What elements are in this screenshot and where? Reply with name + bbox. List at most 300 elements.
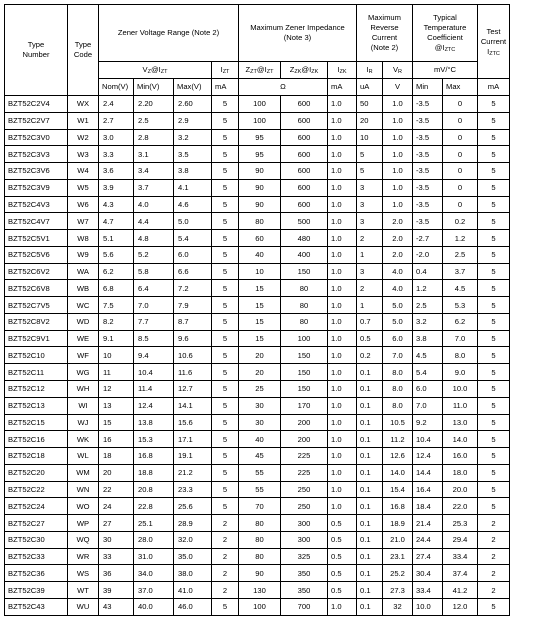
- cell-ir: 0.1: [357, 364, 383, 381]
- cell-izt: 5: [212, 196, 239, 213]
- header-vz-at-izt: $V_Z@I_{ZT}$: [99, 62, 212, 79]
- table-row: [5, 515, 510, 532]
- table-row: [5, 498, 510, 515]
- header-test-current: Test Current $I_{ZTC}$: [478, 5, 510, 79]
- cell-vz-min: 11.4: [134, 381, 174, 398]
- cell-vz-max: 23.3: [174, 481, 212, 498]
- cell-type-code: WP: [68, 515, 99, 532]
- cell-vz-min: 4.8: [134, 230, 174, 247]
- cell-type-code: WO: [68, 498, 99, 515]
- cell-test-current: 2: [478, 548, 510, 565]
- cell-izk: 1.0: [328, 246, 357, 263]
- cell-izt: 5: [212, 498, 239, 515]
- cell-type-code: WE: [68, 330, 99, 347]
- cell-ir: 0.2: [357, 347, 383, 364]
- cell-ir: 0.1: [357, 598, 383, 615]
- cell-vz-nom: 5.6: [99, 246, 134, 263]
- cell-tc-max: 25.3: [443, 515, 478, 532]
- cell-vz-nom: 7.5: [99, 297, 134, 314]
- cell-izk: 1.0: [328, 213, 357, 230]
- cell-vr: 18.9: [383, 515, 413, 532]
- cell-type-number: BZT52C6V8: [5, 280, 68, 297]
- cell-tc-min: 4.5: [413, 347, 443, 364]
- cell-zzk: 100: [281, 330, 328, 347]
- cell-vr: 10.5: [383, 414, 413, 431]
- cell-vz-nom: 3.0: [99, 129, 134, 146]
- cell-izt: 5: [212, 330, 239, 347]
- cell-zzk: 150: [281, 347, 328, 364]
- cell-type-code: W4: [68, 163, 99, 180]
- cell-izk: 1.0: [328, 146, 357, 163]
- cell-vr: 8.0: [383, 397, 413, 414]
- cell-tc-min: 5.4: [413, 364, 443, 381]
- cell-type-number: BZT52C16: [5, 431, 68, 448]
- cell-tc-max: 0: [443, 96, 478, 113]
- cell-vz-min: 15.3: [134, 431, 174, 448]
- zener-diode-spec-table: [4, 4, 510, 616]
- cell-tc-min: 18.4: [413, 498, 443, 515]
- unit-vr: V: [383, 79, 413, 96]
- cell-vr: 14.0: [383, 464, 413, 481]
- cell-zzk: 150: [281, 263, 328, 280]
- cell-vz-max: 6.0: [174, 246, 212, 263]
- cell-type-number: BZT52C7V5: [5, 297, 68, 314]
- cell-izt: 2: [212, 548, 239, 565]
- cell-ir: 0.1: [357, 397, 383, 414]
- cell-vz-max: 2.60: [174, 96, 212, 113]
- cell-zzk: 150: [281, 381, 328, 398]
- cell-zzt: 90: [239, 179, 281, 196]
- table-row: [5, 381, 510, 398]
- cell-vz-nom: 6.2: [99, 263, 134, 280]
- cell-vz-min: 3.7: [134, 179, 174, 196]
- table-row: [5, 448, 510, 465]
- cell-izk: 0.5: [328, 515, 357, 532]
- cell-ir: 3: [357, 263, 383, 280]
- cell-zzk: 400: [281, 246, 328, 263]
- cell-test-current: 5: [478, 163, 510, 180]
- cell-test-current: 5: [478, 464, 510, 481]
- cell-type-code: W2: [68, 129, 99, 146]
- unit-max-voltage: Max(V): [174, 79, 212, 96]
- cell-tc-max: 0: [443, 146, 478, 163]
- cell-ir: 0.1: [357, 515, 383, 532]
- cell-vz-max: 3.2: [174, 129, 212, 146]
- cell-zzt: 100: [239, 112, 281, 129]
- cell-izt: 5: [212, 414, 239, 431]
- cell-zzt: 15: [239, 330, 281, 347]
- cell-vz-max: 19.1: [174, 448, 212, 465]
- cell-tc-max: 41.2: [443, 582, 478, 599]
- header-zzk-at-izk: $Z_{ZK}@I_{ZK}$: [281, 62, 328, 79]
- cell-izk: 1.0: [328, 448, 357, 465]
- cell-vr: 32: [383, 598, 413, 615]
- cell-izt: 5: [212, 112, 239, 129]
- table-row: [5, 280, 510, 297]
- cell-tc-min: -3.5: [413, 213, 443, 230]
- cell-type-code: WS: [68, 565, 99, 582]
- cell-tc-max: 0: [443, 129, 478, 146]
- cell-type-code: WQ: [68, 531, 99, 548]
- cell-vz-max: 46.0: [174, 598, 212, 615]
- cell-type-code: WD: [68, 313, 99, 330]
- cell-ir: 0.1: [357, 448, 383, 465]
- cell-vz-max: 2.9: [174, 112, 212, 129]
- cell-zzk: 600: [281, 163, 328, 180]
- cell-type-number: BZT52C3V0: [5, 129, 68, 146]
- cell-zzk: 225: [281, 464, 328, 481]
- cell-izk: 1.0: [328, 481, 357, 498]
- cell-type-code: WL: [68, 448, 99, 465]
- cell-type-number: BZT52C22: [5, 481, 68, 498]
- cell-tc-min: 10.4: [413, 431, 443, 448]
- cell-vz-min: 37.0: [134, 582, 174, 599]
- cell-vr: 2.0: [383, 246, 413, 263]
- cell-vz-min: 18.8: [134, 464, 174, 481]
- cell-vr: 1.0: [383, 96, 413, 113]
- header-izt: $I_{ZT}$: [212, 62, 239, 79]
- cell-type-number: BZT52C30: [5, 531, 68, 548]
- unit-izk: mA: [328, 79, 357, 96]
- cell-izt: 5: [212, 230, 239, 247]
- cell-zzk: 300: [281, 531, 328, 548]
- cell-tc-min: 14.4: [413, 464, 443, 481]
- cell-tc-max: 2.5: [443, 246, 478, 263]
- cell-type-number: BZT52C6V2: [5, 263, 68, 280]
- cell-tc-max: 1.2: [443, 230, 478, 247]
- cell-tc-min: 2.5: [413, 297, 443, 314]
- cell-ir: 0.1: [357, 381, 383, 398]
- cell-tc-min: -3.5: [413, 179, 443, 196]
- cell-izt: 5: [212, 397, 239, 414]
- cell-type-number: BZT52C33: [5, 548, 68, 565]
- cell-type-code: W9: [68, 246, 99, 263]
- table-row: [5, 364, 510, 381]
- table-row: [5, 129, 510, 146]
- cell-type-code: WF: [68, 347, 99, 364]
- cell-tc-max: 0: [443, 179, 478, 196]
- cell-tc-min: 7.0: [413, 397, 443, 414]
- cell-izk: 1.0: [328, 96, 357, 113]
- cell-vz-nom: 24: [99, 498, 134, 515]
- cell-type-code: W8: [68, 230, 99, 247]
- cell-vr: 7.0: [383, 347, 413, 364]
- cell-tc-min: 0.4: [413, 263, 443, 280]
- cell-zzt: 55: [239, 464, 281, 481]
- cell-zzt: 20: [239, 347, 281, 364]
- cell-zzk: 250: [281, 498, 328, 515]
- cell-zzk: 600: [281, 129, 328, 146]
- cell-vz-min: 13.8: [134, 414, 174, 431]
- cell-zzt: 40: [239, 246, 281, 263]
- cell-izk: 1.0: [328, 381, 357, 398]
- cell-vz-max: 7.2: [174, 280, 212, 297]
- table-row: [5, 313, 510, 330]
- cell-type-code: WX: [68, 96, 99, 113]
- cell-test-current: 2: [478, 515, 510, 532]
- cell-type-number: BZT52C9V1: [5, 330, 68, 347]
- cell-vz-nom: 13: [99, 397, 134, 414]
- table-row: [5, 414, 510, 431]
- cell-tc-min: 30.4: [413, 565, 443, 582]
- cell-izk: 1.0: [328, 297, 357, 314]
- cell-vz-nom: 12: [99, 381, 134, 398]
- cell-vr: 4.0: [383, 263, 413, 280]
- cell-type-number: BZT52C3V6: [5, 163, 68, 180]
- cell-type-number: BZT52C39: [5, 582, 68, 599]
- cell-zzt: 15: [239, 297, 281, 314]
- cell-type-number: BZT52C36: [5, 565, 68, 582]
- cell-zzt: 80: [239, 531, 281, 548]
- cell-izt: 5: [212, 364, 239, 381]
- cell-type-number: BZT52C13: [5, 397, 68, 414]
- cell-vz-nom: 15: [99, 414, 134, 431]
- cell-zzt: 100: [239, 598, 281, 615]
- cell-tc-max: 4.5: [443, 280, 478, 297]
- cell-izk: 0.5: [328, 548, 357, 565]
- cell-test-current: 5: [478, 347, 510, 364]
- cell-ir: 0.5: [357, 330, 383, 347]
- cell-type-code: WI: [68, 397, 99, 414]
- cell-tc-max: 11.0: [443, 397, 478, 414]
- cell-zzt: 100: [239, 96, 281, 113]
- cell-vz-nom: 22: [99, 481, 134, 498]
- cell-ir: 0.1: [357, 414, 383, 431]
- cell-izk: 1.0: [328, 431, 357, 448]
- cell-zzk: 80: [281, 297, 328, 314]
- cell-zzt: 130: [239, 582, 281, 599]
- cell-type-code: WB: [68, 280, 99, 297]
- cell-tc-max: 5.3: [443, 297, 478, 314]
- cell-test-current: 5: [478, 246, 510, 263]
- cell-tc-max: 0: [443, 112, 478, 129]
- cell-type-code: W6: [68, 196, 99, 213]
- cell-vr: 2.0: [383, 213, 413, 230]
- cell-test-current: 5: [478, 129, 510, 146]
- cell-vz-max: 9.6: [174, 330, 212, 347]
- table-row: [5, 565, 510, 582]
- cell-vz-nom: 16: [99, 431, 134, 448]
- unit-test-current: mA: [478, 79, 510, 96]
- cell-vz-min: 34.0: [134, 565, 174, 582]
- cell-vz-max: 6.6: [174, 263, 212, 280]
- table-row: [5, 246, 510, 263]
- cell-type-number: BZT52C5V6: [5, 246, 68, 263]
- cell-tc-min: -3.5: [413, 129, 443, 146]
- cell-izk: 1.0: [328, 263, 357, 280]
- cell-vz-max: 35.0: [174, 548, 212, 565]
- cell-type-number: BZT52C4V7: [5, 213, 68, 230]
- cell-zzk: 500: [281, 213, 328, 230]
- cell-ir: 5: [357, 146, 383, 163]
- cell-izk: 1.0: [328, 498, 357, 515]
- cell-tc-max: 16.0: [443, 448, 478, 465]
- header-temp-coeff-unit: mV/°C: [413, 62, 478, 79]
- cell-ir: 3: [357, 213, 383, 230]
- cell-vz-nom: 9.1: [99, 330, 134, 347]
- cell-type-code: W5: [68, 179, 99, 196]
- table-row: [5, 179, 510, 196]
- cell-tc-min: 1.2: [413, 280, 443, 297]
- cell-type-number: BZT52C5V1: [5, 230, 68, 247]
- cell-vr: 1.0: [383, 129, 413, 146]
- cell-zzt: 90: [239, 196, 281, 213]
- cell-vr: 15.4: [383, 481, 413, 498]
- cell-tc-min: 27.4: [413, 548, 443, 565]
- table-row: [5, 347, 510, 364]
- cell-izk: 1.0: [328, 129, 357, 146]
- table-row: [5, 598, 510, 615]
- table-row: [5, 297, 510, 314]
- cell-vr: 23.1: [383, 548, 413, 565]
- cell-zzk: 300: [281, 515, 328, 532]
- cell-tc-min: 16.4: [413, 481, 443, 498]
- cell-test-current: 5: [478, 280, 510, 297]
- cell-ir: 1: [357, 246, 383, 263]
- cell-zzt: 80: [239, 213, 281, 230]
- cell-vz-min: 9.4: [134, 347, 174, 364]
- cell-type-number: BZT52C8V2: [5, 313, 68, 330]
- cell-test-current: 2: [478, 582, 510, 599]
- cell-ir: 0.1: [357, 565, 383, 582]
- cell-zzt: 60: [239, 230, 281, 247]
- cell-ir: 0.1: [357, 431, 383, 448]
- cell-vz-nom: 6.8: [99, 280, 134, 297]
- cell-zzt: 30: [239, 414, 281, 431]
- cell-izk: 1.0: [328, 464, 357, 481]
- unit-tc-min: Min: [413, 79, 443, 96]
- table-row: [5, 196, 510, 213]
- cell-vz-min: 2.5: [134, 112, 174, 129]
- cell-zzt: 55: [239, 481, 281, 498]
- cell-vr: 11.2: [383, 431, 413, 448]
- cell-vr: 1.0: [383, 179, 413, 196]
- cell-vz-min: 5.2: [134, 246, 174, 263]
- cell-tc-max: 8.0: [443, 347, 478, 364]
- cell-zzk: 80: [281, 313, 328, 330]
- cell-vz-nom: 3.9: [99, 179, 134, 196]
- cell-tc-max: 0: [443, 196, 478, 213]
- cell-vz-max: 5.0: [174, 213, 212, 230]
- cell-test-current: 5: [478, 297, 510, 314]
- header-max-zener-impedance: Maximum Zener Impedance (Note 3): [239, 5, 357, 62]
- header-zener-voltage-range: Zener Voltage Range (Note 2): [99, 5, 239, 62]
- cell-test-current: 5: [478, 381, 510, 398]
- cell-ir: 10: [357, 129, 383, 146]
- table-row: [5, 481, 510, 498]
- cell-vz-nom: 27: [99, 515, 134, 532]
- cell-tc-min: -3.5: [413, 112, 443, 129]
- cell-test-current: 5: [478, 364, 510, 381]
- cell-zzk: 250: [281, 481, 328, 498]
- cell-vr: 27.3: [383, 582, 413, 599]
- cell-tc-min: -3.5: [413, 96, 443, 113]
- cell-zzk: 80: [281, 280, 328, 297]
- cell-izt: 5: [212, 146, 239, 163]
- cell-vz-min: 4.0: [134, 196, 174, 213]
- cell-type-code: WJ: [68, 414, 99, 431]
- cell-vz-nom: 11: [99, 364, 134, 381]
- cell-zzt: 20: [239, 364, 281, 381]
- table-row: [5, 263, 510, 280]
- table-row: [5, 213, 510, 230]
- cell-tc-min: 9.2: [413, 414, 443, 431]
- cell-tc-max: 3.7: [443, 263, 478, 280]
- cell-zzt: 90: [239, 565, 281, 582]
- cell-zzk: 600: [281, 179, 328, 196]
- cell-type-code: WR: [68, 548, 99, 565]
- cell-vz-max: 7.9: [174, 297, 212, 314]
- cell-vz-max: 12.7: [174, 381, 212, 398]
- cell-zzt: 45: [239, 448, 281, 465]
- cell-tc-min: 3.8: [413, 330, 443, 347]
- cell-vz-nom: 4.7: [99, 213, 134, 230]
- cell-izk: 1.0: [328, 196, 357, 213]
- cell-tc-max: 18.0: [443, 464, 478, 481]
- cell-vr: 1.0: [383, 146, 413, 163]
- cell-vz-min: 25.1: [134, 515, 174, 532]
- cell-vz-min: 5.8: [134, 263, 174, 280]
- cell-vr: 1.0: [383, 196, 413, 213]
- cell-vz-min: 20.8: [134, 481, 174, 498]
- cell-test-current: 5: [478, 146, 510, 163]
- cell-zzk: 600: [281, 146, 328, 163]
- cell-vz-max: 4.6: [174, 196, 212, 213]
- cell-izk: 1.0: [328, 230, 357, 247]
- cell-izt: 5: [212, 280, 239, 297]
- cell-ir: 0.1: [357, 464, 383, 481]
- cell-vz-min: 8.5: [134, 330, 174, 347]
- table-row: [5, 431, 510, 448]
- cell-tc-max: 29.4: [443, 531, 478, 548]
- cell-vr: 12.6: [383, 448, 413, 465]
- cell-zzk: 700: [281, 598, 328, 615]
- cell-zzt: 95: [239, 146, 281, 163]
- cell-vz-nom: 2.7: [99, 112, 134, 129]
- cell-vz-nom: 43: [99, 598, 134, 615]
- cell-tc-min: 12.4: [413, 448, 443, 465]
- cell-zzt: 90: [239, 163, 281, 180]
- cell-test-current: 5: [478, 179, 510, 196]
- cell-test-current: 5: [478, 481, 510, 498]
- cell-zzk: 225: [281, 448, 328, 465]
- cell-izt: 5: [212, 347, 239, 364]
- cell-vz-min: 7.0: [134, 297, 174, 314]
- cell-tc-max: 6.2: [443, 313, 478, 330]
- header-zzt-at-izt: $Z_{ZT}@I_{ZT}$: [239, 62, 281, 79]
- cell-tc-max: 0.2: [443, 213, 478, 230]
- cell-test-current: 5: [478, 112, 510, 129]
- cell-izk: 1.0: [328, 313, 357, 330]
- cell-ir: 50: [357, 96, 383, 113]
- cell-vr: 25.2: [383, 565, 413, 582]
- cell-izk: 1.0: [328, 347, 357, 364]
- cell-vz-max: 11.6: [174, 364, 212, 381]
- cell-type-code: W1: [68, 112, 99, 129]
- cell-vz-min: 22.8: [134, 498, 174, 515]
- cell-tc-min: -3.5: [413, 146, 443, 163]
- cell-tc-min: -2.7: [413, 230, 443, 247]
- cell-zzt: 15: [239, 280, 281, 297]
- cell-type-code: WT: [68, 582, 99, 599]
- cell-vz-max: 15.6: [174, 414, 212, 431]
- cell-izk: 0.5: [328, 531, 357, 548]
- header-vr: $V_R$: [383, 62, 413, 79]
- cell-izt: 5: [212, 163, 239, 180]
- cell-vz-min: 7.7: [134, 313, 174, 330]
- table-row: [5, 397, 510, 414]
- cell-izt: 5: [212, 313, 239, 330]
